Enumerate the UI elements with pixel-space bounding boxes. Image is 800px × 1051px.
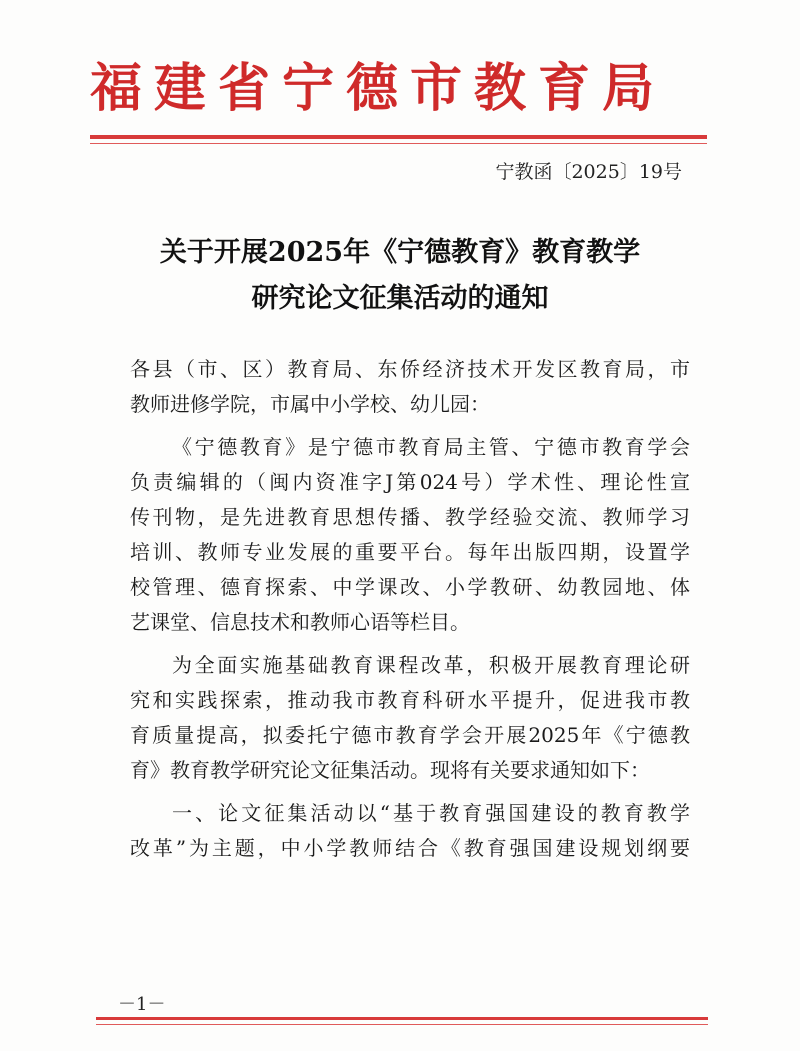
footer-red-rule <box>96 1017 708 1020</box>
document-title-line-1: 关于开展2025年《宁德教育》教育教学 <box>159 237 641 268</box>
text-line: 负责编辑的（闽内资准字J第024号）学术性、理论性宣 <box>130 470 690 494</box>
text-line: 育》教育教学研究论文征集活动。现将有关要求通知如下： <box>130 758 650 782</box>
document-title-line-2: 研究论文征集活动的通知 <box>251 283 549 314</box>
intro-paragraph <box>130 430 690 640</box>
letterhead-red-rule <box>90 135 707 139</box>
purpose-paragraph <box>130 648 690 788</box>
text-line: 培训、教师专业发展的重要平台。每年出版四期，设置学 <box>130 540 690 564</box>
text-line: 艺课堂、信息技术和教师心语等栏目。 <box>130 610 470 634</box>
text-line: 《宁德教育》是宁德市教育局主管、宁德市教育学会 <box>172 435 690 459</box>
requirement-paragraph <box>130 796 690 866</box>
text-line: 改革”为主题，中小学教师结合《教育强国建设规划纲要 <box>130 836 690 860</box>
text-line: 一、论文征集活动以“基于教育强国建设的教育教学 <box>172 801 690 825</box>
text-line: 传刊物，是先进教育思想传播、教学经验交流、教师学习 <box>130 505 690 529</box>
document-number: 宁教函〔2025〕19号 <box>495 161 682 183</box>
text-line: 究和实践探索，推动我市教育科研水平提升，促进我市教 <box>130 688 690 712</box>
text-line: 为全面实施基础教育课程改革，积极开展教育理论研 <box>172 653 690 677</box>
letterhead-title: 福建省宁德市教育局 <box>90 58 667 119</box>
text-line: 校管理、德育探索、中学课改、小学教研、幼教园地、体 <box>130 575 690 599</box>
document-body <box>130 352 690 866</box>
text-line: 育质量提高，拟委托宁德市教育学会开展2025年《宁德教 <box>130 723 690 747</box>
salutation-paragraph <box>130 352 690 422</box>
letterhead-red-rule-thin <box>90 143 707 144</box>
document-title <box>100 230 700 322</box>
text-line: 教师进修学院，市属中小学校、幼儿园： <box>130 392 490 416</box>
text-line: 各县（市、区）教育局、东侨经济技术开发区教育局，市 <box>130 357 690 381</box>
footer-red-rule-thin <box>96 1024 708 1025</box>
page-number: －1－ <box>118 994 166 1015</box>
